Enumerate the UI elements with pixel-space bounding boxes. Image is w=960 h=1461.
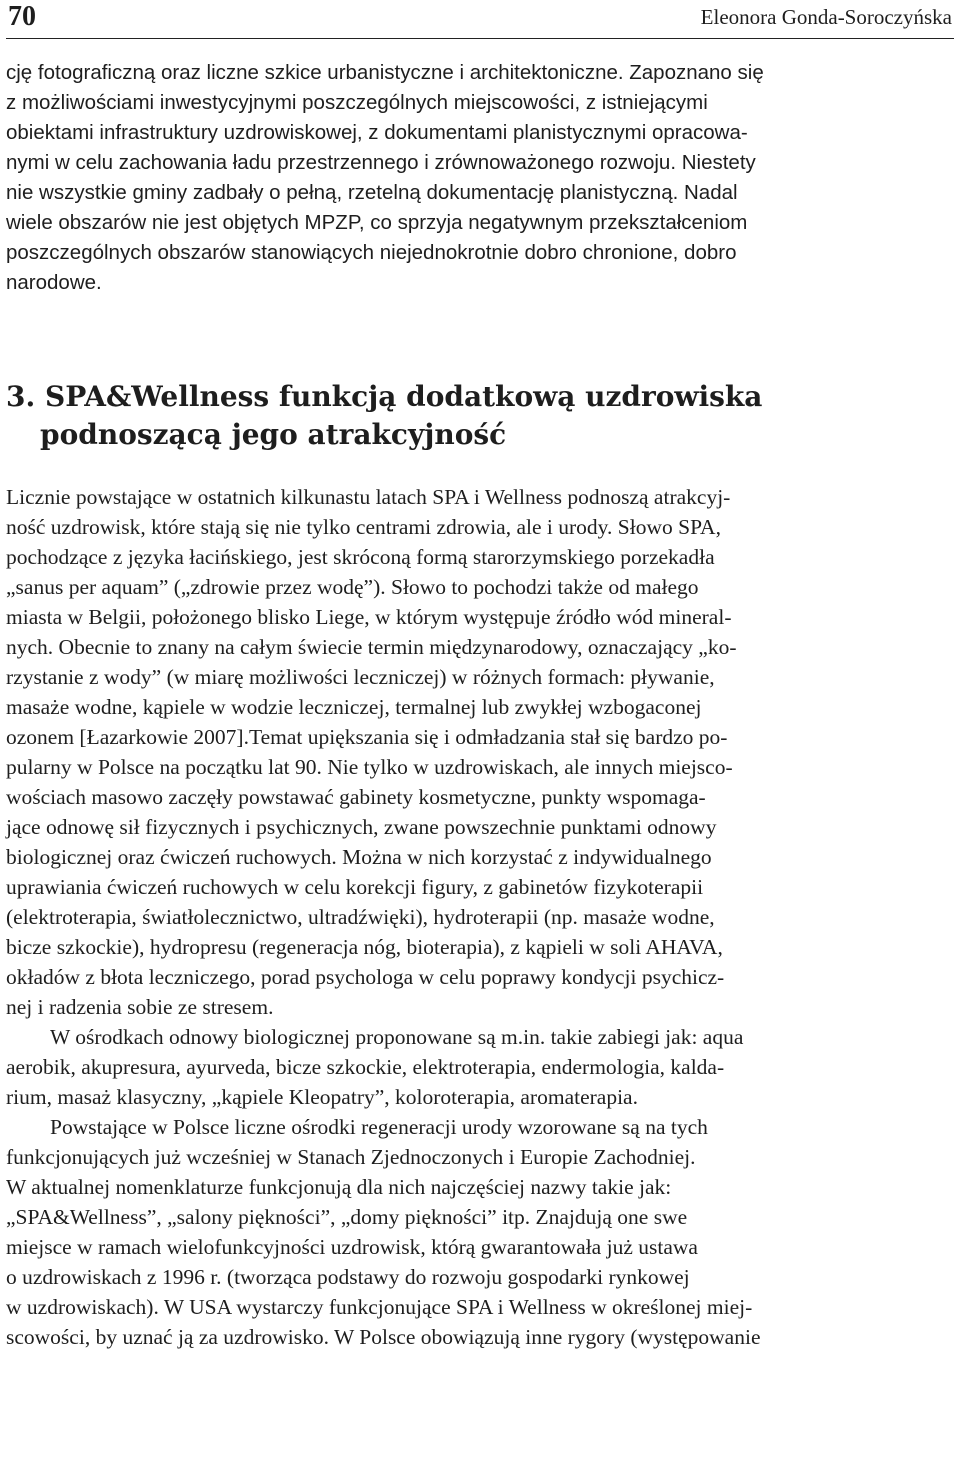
text-line: nymi w celu zachowania ładu przestrzennego i zrównoważonego rozwoju. Niestety bbox=[6, 151, 756, 174]
text-line: W aktualnej nomenklaturze funkcjonują dla nich najczęściej nazwy takie jak: bbox=[6, 1175, 672, 1199]
text-line: jące odnowę sił fizycznych i psychicznych, zwane powszechnie punktami odnowy bbox=[6, 815, 717, 839]
page-number: 70 bbox=[8, 1, 36, 32]
text-line: Licznie powstające w ostatnich kilkunastu latach SPA i Wellness podnoszą atrakcyj- bbox=[6, 485, 731, 509]
text-line: scowości, by uznać ją za uzdrowisko. W Polsce obowiązują inne rygory (występowanie bbox=[6, 1325, 761, 1349]
text-line: ozonem [Łazarkowie 2007].Temat upiększania się i odmładzania stał się bardzo po- bbox=[6, 725, 728, 749]
text-line: miasta w Belgii, położonego blisko Liege, w którym występuje źródło wód mineral- bbox=[6, 605, 732, 629]
text-line: bicze szkockie), hydropresu (regeneracja nóg, bioterapia), z kąpieli w soli AHAVA, bbox=[6, 935, 723, 959]
text-line: uprawiania ćwiczeń ruchowych w celu korekcji figury, z gabinetów fizykoterapii bbox=[6, 875, 704, 899]
text-line: obiektami infrastruktury uzdrowiskowej, z dokumentami planistycznymi opracowa- bbox=[6, 121, 748, 144]
body-text bbox=[6, 482, 958, 1352]
text-line: aerobik, akupresura, ayurveda, bicze szkockie, elektroterapia, endermologia, kalda- bbox=[6, 1055, 725, 1079]
text-line: nych. Obecnie to znany na całym świecie termin międzynarodowy, oznaczający „ko- bbox=[6, 635, 737, 659]
text-line: rzystanie z wody” (w miarę możliwości leczniczej) w różnych formach: pływanie, bbox=[6, 665, 715, 689]
text-line: biologicznej oraz ćwiczeń ruchowych. Można w nich korzystać z indywidualnego bbox=[6, 845, 712, 869]
text-line: narodowe. bbox=[6, 271, 102, 294]
text-line: rium, masaż klasyczny, „kąpiele Kleopatry”, koloroterapia, aromaterapia. bbox=[6, 1085, 638, 1109]
text-line: w uzdrowiskach). W USA wystarczy funkcjonujące SPA i Wellness w określonej miej- bbox=[6, 1295, 753, 1319]
text-line: cję fotograficzną oraz liczne szkice urbanistyczne i architektoniczne. Zapoznano się bbox=[6, 61, 764, 84]
text-line: funkcjonujących już wcześniej w Stanach Zjednoczonych i Europie Zachodniej. bbox=[6, 1145, 696, 1169]
text-line: wiele obszarów nie jest objętych MPZP, co sprzyja negatywnym przekształceniom bbox=[6, 211, 748, 234]
text-line: nie wszystkie gminy zadbały o pełną, rzetelną dokumentację planistyczną. Nadal bbox=[6, 181, 738, 204]
text-line: pularny w Polsce na początku lat 90. Nie tylko w uzdrowiskach, ale innych miejsco- bbox=[6, 755, 733, 779]
page-header bbox=[6, 0, 954, 40]
text-line: „SPA&Wellness”, „salony piękności”, „domy piękności” itp. Znajdują one swe bbox=[6, 1205, 688, 1229]
intro-paragraph bbox=[6, 58, 958, 298]
text-line: z możliwościami inwestycyjnymi poszczególnych miejscowości, z istniejącymi bbox=[6, 91, 708, 114]
text-line: Powstające w Polsce liczne ośrodki regeneracji urody wzorowane są na tych bbox=[50, 1115, 708, 1139]
text-line: (elektroterapia, światłolecznictwo, ultradźwięki), hydroterapii (np. masaże wodne, bbox=[6, 905, 715, 929]
section-heading-line: podnoszącą jego atrakcyjność bbox=[40, 418, 507, 451]
text-line: nej i radzenia sobie ze stresem. bbox=[6, 995, 274, 1019]
text-line: ność uzdrowisk, które stają się nie tylko centrami zdrowia, ale i urody. Słowo SPA, bbox=[6, 515, 721, 539]
text-line: miejsce w ramach wielofunkcyjności uzdrowisk, którą gwarantowała już ustawa bbox=[6, 1235, 698, 1259]
text-line: poszczególnych obszarów stanowiących niejednokrotnie dobro chronione, dobro bbox=[6, 241, 737, 264]
text-line: pochodzące z języka łacińskiego, jest skróconą formą starorzymskiego porzekadła bbox=[6, 545, 715, 569]
text-line: „sanus per aquam” („zdrowie przez wodę”). Słowo to pochodzi także od małego bbox=[6, 575, 699, 599]
text-line: okładów z błota leczniczego, porad psychologa w celu poprawy kondycji psychicz- bbox=[6, 965, 725, 989]
header-rule bbox=[6, 38, 954, 39]
text-line: masaże wodne, kąpiele w wodzie leczniczej, termalnej lub zwykłej wzbogaconej bbox=[6, 695, 702, 719]
text-line: W ośrodkach odnowy biologicznej proponowane są m.in. takie zabiegi jak: aqua bbox=[50, 1025, 744, 1049]
section-heading-line: 3. SPA&Wellness funkcją dodatkową uzdrowiska bbox=[6, 380, 763, 413]
text-line: o uzdrowiskach z 1996 r. (tworząca podstawy do rozwoju gospodarki rynkowej bbox=[6, 1265, 690, 1289]
section-heading bbox=[6, 378, 762, 454]
running-head-author: Eleonora Gonda-Soroczyńska bbox=[700, 5, 952, 29]
text-line: wościach masowo zaczęły powstawać gabinety kosmetyczne, punkty wspomaga- bbox=[6, 785, 706, 809]
